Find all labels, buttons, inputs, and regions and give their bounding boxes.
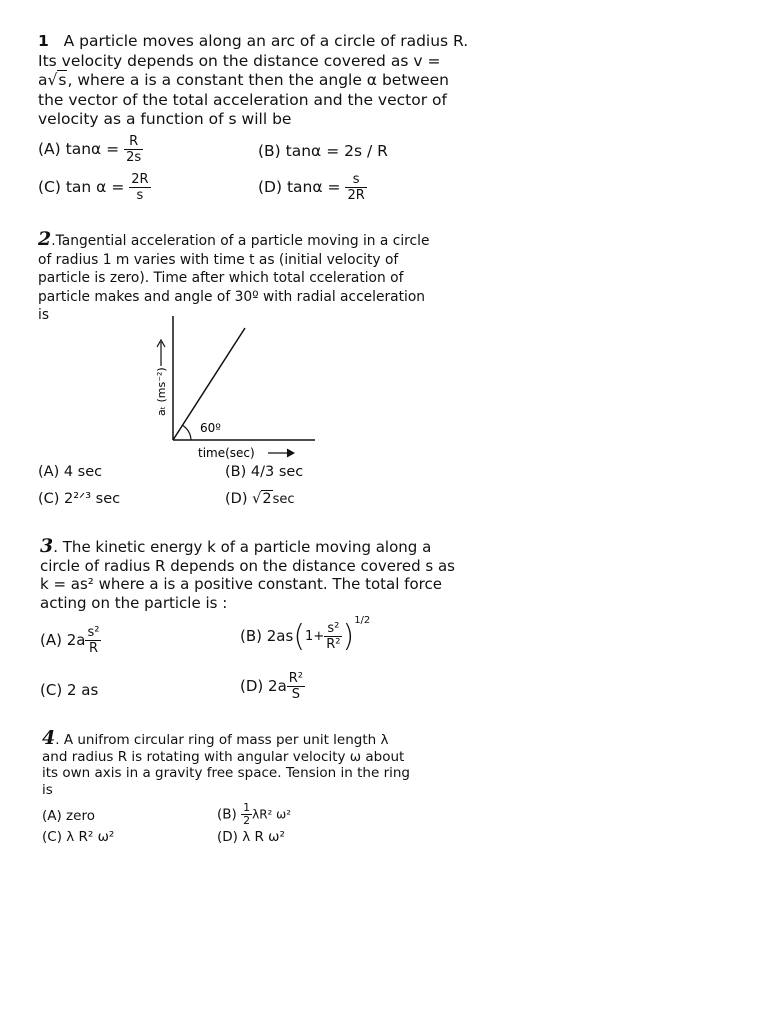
option-a[interactable]: (A) tanα = $\frac{R}{2s}$: [38, 134, 142, 165]
question-1-text: 1 A particle moves along an arc of a circle of radius R. Its velocity depends on the distance covered as v = a√s, where a is a constant then the angle α between the vector of the total acceleration and the vector of velocity as a function of s will be: [38, 32, 469, 128]
question-number: 3: [40, 535, 54, 557]
option-b[interactable]: (B) $\frac{1}{2}$ λR² ω²: [217, 801, 292, 827]
option-b[interactable]: (B) 4/3 sec: [225, 464, 304, 480]
question-4: [34, 726, 418, 848]
option-c[interactable]: (C) λ R² ω²: [42, 829, 115, 845]
question-2-text: [38, 230, 438, 325]
question-3: [30, 533, 464, 709]
option-a[interactable]: (A) zero: [42, 808, 95, 824]
option-a[interactable]: (A) 2a $\frac{\text{s²}}{R}$: [40, 625, 100, 656]
question-1: [30, 22, 482, 212]
option-c[interactable]: (C) 2²ᐟ³ sec: [38, 491, 121, 507]
option-c[interactable]: (C) tan α = $\frac{2R}{s}$: [38, 172, 149, 203]
x-arrow-head: [287, 449, 294, 457]
question-text: . The kinetic energy k of a particle moving along a circle of radius R depends on the distance covered s as k = as² where a is a positive constant. The total force acting on the particle is :: [40, 538, 455, 612]
option-d[interactable]: (D) tanα = $\frac{s}{2R}$: [258, 172, 365, 203]
fraction: $\frac{R}{2s}$: [126, 134, 142, 165]
question-text: A particle moves along an arc of a circle of radius R. Its velocity depends on the distance covered as: [38, 32, 469, 70]
option-d[interactable]: (D) 2a $\frac{\text{R²}}{S}$: [240, 671, 304, 702]
fraction: $\frac{2R}{s}$: [131, 172, 149, 203]
option-c[interactable]: (C) 2 as: [40, 681, 99, 699]
x-axis-label: time(sec): [198, 446, 255, 460]
option-d[interactable]: (D) λ R ω²: [217, 829, 285, 845]
velocity-formula: v = a√s: [38, 51, 441, 89]
option-d[interactable]: (D) √2sec: [225, 491, 295, 507]
option-a[interactable]: (A) 4 sec: [38, 464, 103, 480]
question-3-text: [40, 537, 462, 612]
question-text: . A unifrom circular ring of mass per unit length λ and radius R is rotating with angular velocity ω about its own axis in a gravity free space. Tension in the ring is: [42, 732, 410, 798]
question-number: 4: [42, 727, 56, 749]
option-b[interactable]: (B) tanα = 2s / R: [258, 142, 388, 160]
y-axis-label: aₜ (ms⁻²): [155, 367, 168, 416]
angle-arc: [182, 425, 191, 440]
angle-label: 60º: [200, 421, 221, 435]
question-text: .Tangential acceleration of a particle moving in a circle of radius 1 m varies with time t as (initial velocity of particle is zero). Time after which total cceleration of particle makes and angle of 30º with radial acceleration is: [38, 233, 430, 323]
fraction: $\frac{\text{s²}}{R}$: [87, 625, 100, 656]
question-4-text: [42, 727, 418, 798]
fraction: $\frac{\text{s²}}{\text{R²}}$: [326, 621, 341, 652]
graph: [140, 314, 340, 464]
question-2: [30, 226, 440, 514]
fraction: $\frac{1}{2}$: [243, 801, 251, 827]
fraction: $\frac{s}{2R}$: [347, 172, 365, 203]
option-b[interactable]: (B) 2as(1+ $\frac{\text{s²}}{\text{R²}}$ )$^{1/2}$: [240, 615, 371, 654]
question-number: 1: [38, 32, 49, 50]
fraction: $\frac{\text{R²}}{S}$: [288, 671, 304, 702]
question-number: 2: [38, 228, 52, 250]
